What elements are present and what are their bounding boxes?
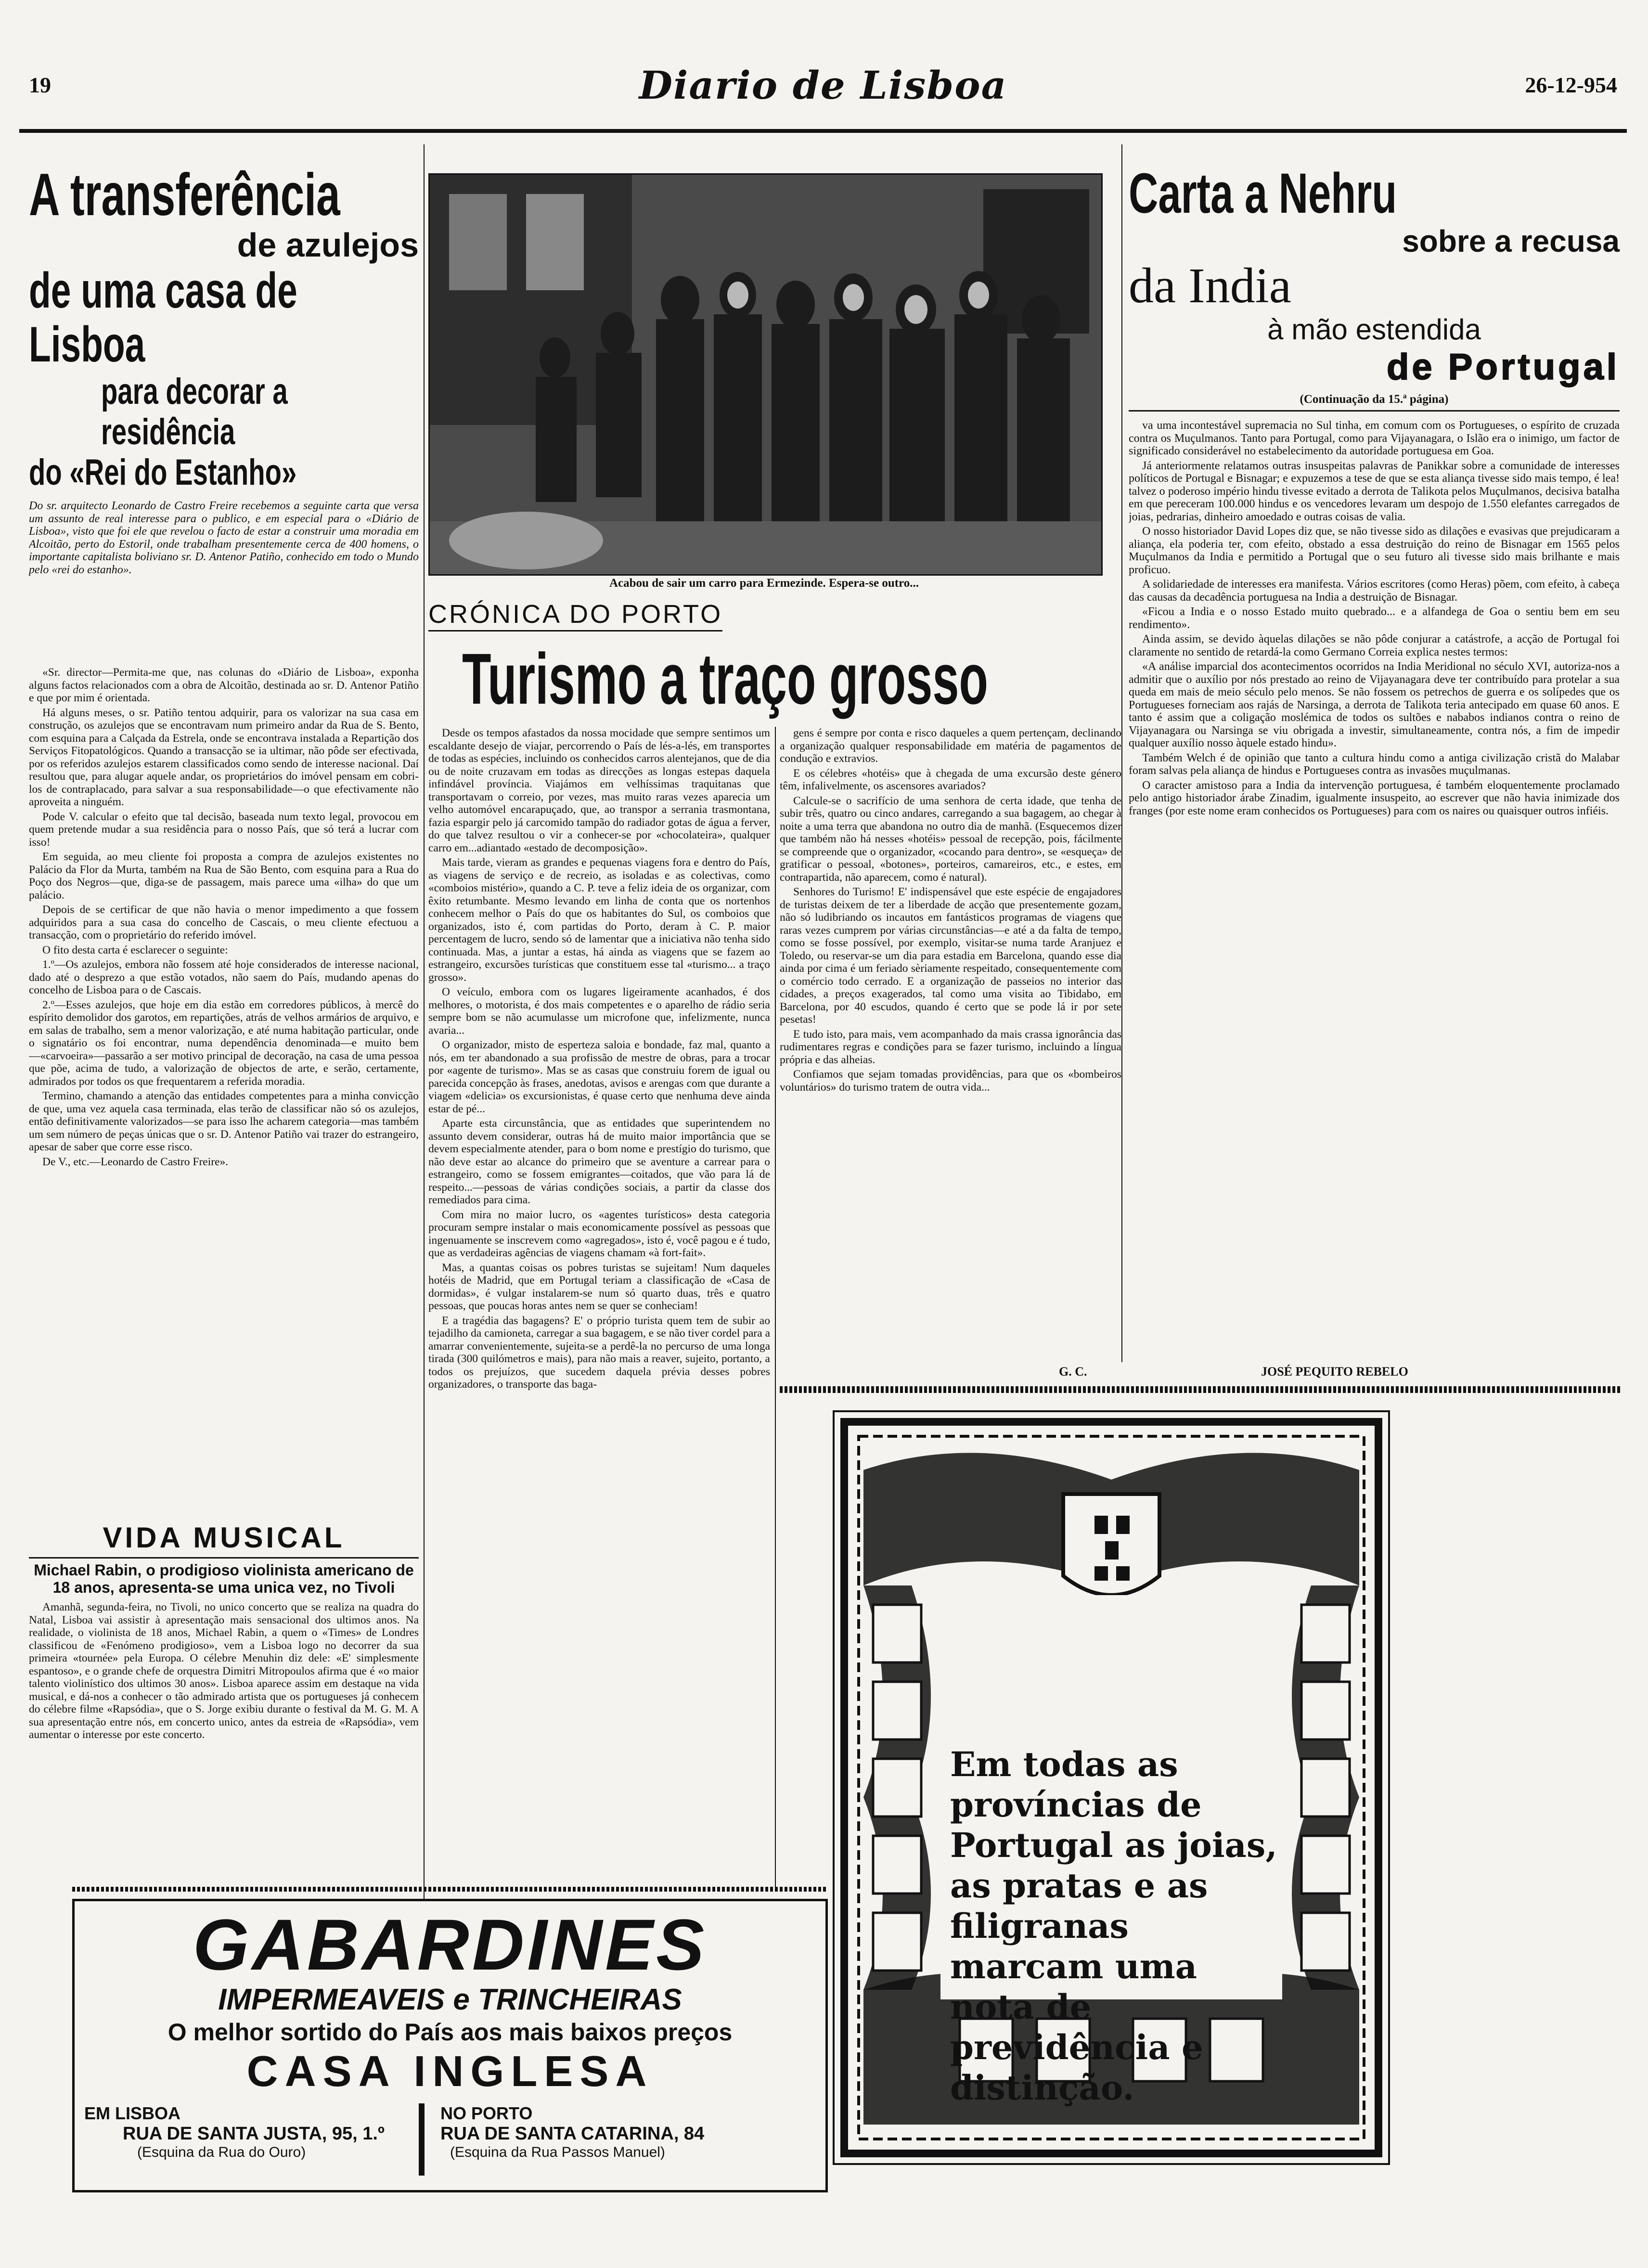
left-title-4: para decorar a residência (101, 371, 288, 452)
right-paragraph: «A análise imparcial dos acontecimentos ocorridos na India Meridional no século XVI, autoriza-nos a admitir que o auxílio por nós prestado ao reino de Vijayanagara deve ter contribuído para protelar a sua queda em mais de meio século pelo menos. Se não fossem os petrechos de guerra e os solípedes que os Portugueses forneciam aos rajás de Narsinga, a derrota de Talikota teria antecipado em quase 60 anos. E tanto é assim que a coligação moslémica de todos os sultões e nababos indianos contra o reino de Vijayanagara ou Narsinga se viu obrigada a investir, simultaneamente, contra nós, a fim de impedir qualquer auxílio nosso àquele estado hindu». (1129, 660, 1620, 749)
right-title-2: sobre a recusa (1402, 224, 1620, 258)
right-paragraph: va uma incontestável supremacia no Sul tinha, em comum com os Portugueses, o espírito de cruzada contra os Muçulmanos. Tanto para Portugal, como para Vijayanagara, o Islão era o inimigo, um factor de significado considerável no estabelecimento da autoridade portuguesa em Goa. (1129, 419, 1620, 457)
cronica-divider (775, 727, 776, 1892)
coat-of-arms-icon (1063, 1494, 1159, 1595)
header-rule (19, 129, 1627, 133)
cronica-paragraph: O organizador, misto de esperteza saloia e bondade, faz mal, quanto a nós, em ter abandonado a sua profissão de mestre de obras, para a trocar por «agente de turismo». Mas se as casas que construiu forem de igual ou parecida concepção às frases, anedotas, avisos e arengas com que durante a viagem «delicia» os excursionistas, é quase certo que nenhuma deve ainda estar de pé... (428, 1039, 770, 1115)
cronica-paragraph: E tudo isto, para mais, vem acompanhado da mais crassa ignorância das rudimentares regras e condições para se fazer turismo, incluindo a língua própria e das alheias. (780, 1028, 1121, 1066)
cronica-paragraph: Mas, a quantas coisas os pobres turistas se sujeitam! Num daqueles hotéis de Madrid, que em Portugal teriam a classificação de «Casa de dormidas», é vulgar instalarem-se num só quarto duas, três e quatro pessoas, que poucas horas antes nem se quer se conheciam! (428, 1261, 770, 1312)
cronica-paragraph: Com mira no maior lucro, os «agentes turísticos» desta categoria procuram sempre instalar o mais economicamente possível as pessoas que ingenuamente se inscrevem como «agregados», isto é, você pagou e é tudo, que as verdadeiras agências de viagens chamam «à fort-fait». (428, 1208, 770, 1259)
left-paragraph: O fito desta carta é esclarecer o seguinte: (42, 943, 228, 956)
right-divider (1121, 144, 1122, 1362)
left-paragraph: Depois de se certificar de que não havia o menor impedimento a que fossem adquiridos para a sua casa do concelho de Cascais, o meu cliente efectuou a transacção, com o proprietário do referido imóvel. (29, 903, 419, 941)
porto-address: RUA DE SANTA CATARINA, 84 (440, 2124, 705, 2144)
right-continuation: (Continuação da 15.ª página) (1300, 393, 1449, 406)
left-title-2: de azulejos (237, 226, 419, 264)
left-paragraph: 2.º—Esses azulejos, que hoje em dia estão em corredores públicos, à mercê do espírito demolidor dos garotos, em repartições, atrás de velhos armários de arquivo, e em salas de trabalho, sem a menor valorização, e até numa habitação particular, onde o signatário os foi encontrar, numa dependência denominada—e muito bem—«carvoeira»—passarão a ser motivo principal de decoração, na casa de uma pessoa que põe, acima de tudo, a valorização de objectos de arte, e serão, certamente, admirados por todos os que frequentarem a referida moradia. (29, 998, 419, 1088)
gabardines-title: GABARDINES (193, 1904, 708, 1985)
gabardines-ad (72, 1899, 828, 2192)
vida-musical (29, 1521, 419, 1899)
right-paragraph: Já anteriormente relatamos outras insuspeitas palavras de Panikkar sobre a comunidade de interesses políticos de Portugal e Bisnagar; e expuzemos a tese de que se esta aliança tivesse sido mais tempo, é lea! talvez o poderoso império hindu tivesse evitado a derrota de Talikota pelos Muçulmanos, decisiva batalha em que pereceram 100.000 hindus e os vencedores levaram um despojo de 1.550 elefantes carregados de joias, pedrarias, dinheiro amoedado e outras coisas de valia. (1129, 459, 1620, 523)
lisboa-address: RUA DE SANTA JUSTA, 95, 1.º (123, 2124, 385, 2144)
photo-caption: Acabou de sair um carro para Ermezinde. Espera-se outro... (609, 577, 919, 590)
gabardines-porto (440, 2103, 816, 2161)
left-title-1: A transferência (29, 162, 340, 228)
left-title-3: de uma casa de Lisboa (29, 263, 297, 373)
right-body (1129, 419, 1620, 1290)
left-article (29, 164, 419, 1701)
gabardines-subtitle: IMPERMEAVEIS e TRINCHEIRAS (218, 1983, 682, 2016)
cronica-paragraph: gens é sempre por conta e risco daqueles a quem pertençam, declinando a organização qualquer responsabilidade em matéria de pagamentos de condução e extravios. (780, 727, 1121, 765)
cronica-kicker: CRÓNICA DO PORTO (428, 599, 722, 631)
jewelry-ad-text: Em todas as províncias de Portugal as joias, as pratas e as filigranas marcam uma nota de previdência e distinção. (950, 1744, 1277, 2108)
jewelry-ad (833, 1410, 1390, 2165)
gabardines-lisboa (84, 2103, 421, 2161)
left-paragraph: De V., etc.—Leonardo de Castro Freire». (42, 1155, 229, 1168)
cronica-signature: G. C. (1059, 1365, 1087, 1379)
vida-musical-title: VIDA MUSICAL (103, 1521, 345, 1554)
left-paragraph: 1.º—Os azulejos, embora não fossem até hoje considerados de interesse nacional, dado até o desprezo a que estão votados, não saem do País, mudando apenas do concelho de Lisboa para o de Cascais. (29, 958, 419, 996)
porto-city: NO PORTO (440, 2103, 533, 2123)
left-paragraph: «Sr. director—Permita-me que, nas colunas do «Diário de Lisboa», exponha alguns factos relacionados com a obra de Alcoitão, destinada ao sr. D. Antenor Patiño e que por mim é orientada. (29, 666, 419, 704)
crowd-illustration (430, 175, 1101, 574)
right-signature: JOSÉ PEQUITO REBELO (1261, 1365, 1408, 1379)
page-number: 19 (29, 73, 51, 97)
cronica-paragraph: Senhores do Turismo! E' indispensável que este espécie de engajadores de turistas deixem de ter a liberdade de acção que presentemente gozam, não só ludibriando os incautos em fantásticos programas de viagens que raras vezes cumprem por várias circunstâncias—e até a da falta de tempo, como se fosse possível, por exemplo, visitar-se numa tarde Aranjuez e Toledo, ou reservar-se um dia para estadia em Barcelona, quando esse dia ainda por cima é um feriado sèriamente respeitado, consequentemente com o comércio todo cerrado. E a organização de passeios no interior das cidades, a preços exagerados, tal como uma visita ao Tibidabo, em Barcelona, por 40 escudos, quando é certo que se pode lá ir por sete pesetas! (780, 886, 1121, 1026)
left-intro: Do sr. arquitecto Leonardo de Castro Freire recebemos a seguinte carta que versa um assunto de real interesse para o publico, e em especial para o «Diário de Lisboa», visto que foi ele que revelou o facto de estar a construir uma moradia em Alcoitão, perto do Estoril, onde trabalham presentemente cerca de 400 homens, o importante capitalista boliviano sr. D. Antenor Patiño, conhecido em todo o Mundo pelo «rei do estanho». (29, 500, 419, 576)
column-divider (424, 144, 425, 1901)
left-paragraph: Pode V. calcular o efeito que tal decisão, baseada num texto legal, provocou em quem pretende mudar a sua residência para o nosso País, que só terá a lucrar com isso! (29, 810, 419, 849)
cronica-paragraph: E a tragédia das bagagens? E' o próprio turista quem tem de subir ao tejadilho da camioneta, carregar a sua bagagem, e se não tiver cordel para a amarrar convenientemente, sujeita-se a perdê-la no percurso de uma longa tirada (300 quilómetros e mais), para não mais a reaver, sujeito, portanto, a todos os prejuízos, que sucedem daquela prévia desses pobres organizadores, o transporte das baga- (428, 1314, 770, 1391)
right-rule (1129, 410, 1620, 412)
right-article (1129, 164, 1620, 1290)
gabardines-tagline: O melhor sortido do País aos mais baixos preços (167, 2019, 733, 2046)
gabardines-top-band (72, 1887, 828, 1892)
left-paragraph: Termino, chamando a atenção das entidades competentes para a minha convicção de que, uma vez aquela casa terminada, elas terão de classificar não só os azulejos, então definitivamente valorizados—se para isso lhe acharem categoria—mas também um sem número de peças únicas que o sr. D. Antenor Patiño vai trazer do estrangeiro, apesar de saber que corre esse risco. (29, 1090, 419, 1153)
lisboa-note: (Esquina da Rua do Ouro) (137, 2144, 306, 2160)
right-title-1: Carta a Nehru (1129, 162, 1397, 225)
gabardines-address-divider (419, 2103, 425, 2176)
right-paragraph: O nosso historiador David Lopes diz que, se não tivesse sido as dilações e evasivas que prejudicaram a aliança, ela poderia ter, com efeito, obstado a essa destruição do reino de Bisnagar em 1565 pelos Muçulmanos da India e permitido a Portugal que o seu futuro ali tivesse sido mais brilhante e mais proficuo. (1129, 525, 1620, 576)
right-title-3: da India (1129, 258, 1291, 313)
vida-musical-headline: Michael Rabin, o prodigioso violinista americano de 18 anos, apresenta-se uma unica vez, no Tivoli (34, 1561, 414, 1596)
cronica-paragraph: Aparte esta circunstância, que as entidades que superintendem no assunto devem considerar, outras há de muito maior importância que se devem especialmente atender, para o bom nome e prestígio do turismo, que não deve estar ao alcance do primeiro que se aventure a carrear para o estrangeiro, como se fossem emigrantes—coitados, que vão para lá de respeito...—pessoas de várias condições sociais, a partir da classe dos remediados para cima. (428, 1117, 770, 1206)
lisboa-city: EM LISBOA (84, 2103, 181, 2123)
left-title-5: do «Rei do Estanho» (29, 452, 297, 493)
left-paragraph: Há alguns meses, o sr. Patiño tentou adquirir, para os valorizar na sua casa em construção, os azulejos que se encontravam num primeiro andar da Rua de S. Bento, com esquina para a Calçada da Estrela, onde se encontrava instalada a Repartição dos Serviços Fitopatológicos. Quando a transacção se ia ultimar, não pôde ser efectivada, por os referidos azulejos estarem classificados como sendo de interesse nacional. Daí resultou que, para alugar aquele andar, os proprietários do imóvel pensam em cobri-los de contraplacado, para salvar a sua responsabilidade—o que efectivamente não aproveita a ninguém. (29, 706, 419, 808)
cronica-col-1 (428, 727, 770, 1894)
cronica-paragraph: Desde os tempos afastados da nossa mocidade que sempre sentimos um escaldante desejo de viajar, percorrendo o País de lés-a-lés, em transportes de todas as espécies, incluindo os conhecidos carros alentejanos, que de dia ou de noite cruzavam em todas as direcções as longas estepas daquela infindável província. Viajámos em velhíssimas traquitanas que transportavam o correio, por vezes, mas muito raras vezes aparecia um velho automóvel encarapuçado, que, ao transpor a serrania trasmontana, fazia espargir pelo já carcomido tampão do radiador gotas de água a ferver, do que talvez resultou o vir a conhecer-se por «chocolateira», qualquer carro em...adiantado «estado de decomposição». (428, 727, 770, 854)
cronica-title: Turismo a traço grosso (462, 638, 988, 719)
gabardines-store: CASA INGLESA (246, 2048, 654, 2096)
right-paragraph: Também Welch é de opinião que tanto a cultura hindu como a antiga civilização cristã do Malabar foram salvas pela aliança de hindus e Portugueses contra as invasões muçulmanas. (1129, 751, 1620, 777)
cronica-paragraph: O veículo, embora com os lugares ligeiramente acanhados, é dos melhores, o motorista, é dos mais competentes e o aparelho de rádio seria sempre bom se não acumulasse um microfone que, infelizmente, nunca avaria... (428, 986, 770, 1037)
right-title-4: à mão estendida (1267, 313, 1481, 346)
right-paragraph: «Ficou a India e o nosso Estado muito quebrado... e a alfandega de Goa o sentiu bem em seu rendimento». (1129, 606, 1620, 631)
right-paragraph: O caracter amistoso para a India da intervenção portuguesa, é também eloquentemente proclamado pelo antigo historiador árabe Zinadim, igualmente insuspeito, ao escrever que não havia inimizade dos franges (por este nome eram conhecidos os Portugueses) para com os naires ou quaisquer outros infiéis. (1129, 779, 1620, 817)
cronica-paragraph: Mais tarde, vieram as grandes e pequenas viagens fora e dentro do País, as viagens de serviço e de recreio, as isoladas e as colectivas, como «comboios mistério», quando a C. P. teve a feliz ideia de os organizar, com êxito retumbante. Mesmo levando em linha de conta que os nortenhos conhecem melhor o País do que os habitantes do Sul, os comboios que organizados, isto é, com partidas do Porto, deram à C. P. maior percentagem de lucro, sendo só de lamentar que a iniciativa não tenha sido continuada. Mas, a juntar a estas, há ainda as viagens que se fazem ao estrangeiro, excursões turísticas que constituem esse tal «turismo... a traço grosso». (428, 856, 770, 984)
left-paragraph: Em seguida, ao meu cliente foi proposta a compra de azulejos existentes no Palácio da Flor da Murta, também na Rua de São Bento, com esquina para a Rua do Poço dos Negros—que, diga-se de passagem, mais parece uma «ilha» do que um palácio. (29, 850, 419, 902)
cronica-paragraph: Calcule-se o sacrifício de uma senhora de certa idade, que tenha de subir três, quatro ou cinco andares, carregando a sua bagagem, ao chegar à noite a uma terra que abandona no outro dia de manhã. (Esquecemos dizer que também não há nesses «hotéis» pessoal de recepção, pois, fácilmente se compreende que o organizador, «cocando para dentro», se «esqueça» de gratificar o pessoal, «botones», porteiros, camareiros, etc., e estes, em contrapartida, não aparecem, como é natural). (780, 794, 1121, 884)
masthead: Diario de Lisboa (639, 63, 1007, 108)
right-paragraph: Ainda assim, se devido àquelas dilações se não pôde conjurar a catástrofe, a acção de Portugal foi claramente no sentido de retardá-la como Germano Correia explica nestes termos: (1129, 633, 1620, 658)
vida-musical-body: Amanhã, segunda-feira, no Tivoli, no unico concerto que se realiza na quadra do Natal, Lisboa vai assistir à apresentação mais sensacional dos ultimos anos. Na realidade, o violinista de 18 anos, Michael Rabin, a quem o «Times» de Londres classificou de «Fenómeno prodigioso», vem a Lisboa logo no decorrer da sua primeira «tournée» pela Europa. O célebre Menuhin diz dele: «E' simplesmente espantoso», e o grande chefe de orquestra Dimitri Mitropoulos afirma que é «o maior talento violinístico dos ultimos 30 anos». Lisboa aparece assim em destaque na vida musical, e dá-nos a conhecer o tão admirado artista que os portugueses já conhecem do célebre filme «Rapsódia», que o S. Jorge exibiu durante o festival da M. G. M. A sua apresentação entre nós, em concerto unico, antes da estreia de «Rapsódia», vem aumentar o interesse por este concerto. (29, 1601, 419, 1741)
cronica-title-wrap (462, 640, 1088, 717)
right-paragraph: A solidariedade de interesses era manifesta. Vários escritores (como Heras) põem, com efeito, à cabeça das causas da decadência portuguesa na India a destruição de Bisnagar. (1129, 578, 1620, 604)
issue-date: 26-12-954 (1525, 73, 1617, 97)
cronica-col-2 (780, 727, 1121, 1304)
right-title-5: de Portugal (1386, 347, 1620, 387)
news-photo (428, 173, 1103, 576)
porto-note: (Esquina da Rua Passos Manuel) (450, 2144, 665, 2160)
cronica-paragraph: E os célebres «hotéis» que à chegada de uma excursão deste género têm, infalivelmente, os ascensores avariados? (780, 767, 1121, 792)
ad-separator-band (780, 1386, 1622, 1393)
cronica-paragraph: Confiamos que sejam tomadas providências, para que os «bombeiros voluntários» do turismo tratem de outra vida... (780, 1068, 1121, 1094)
vida-musical-rule (29, 1557, 419, 1559)
